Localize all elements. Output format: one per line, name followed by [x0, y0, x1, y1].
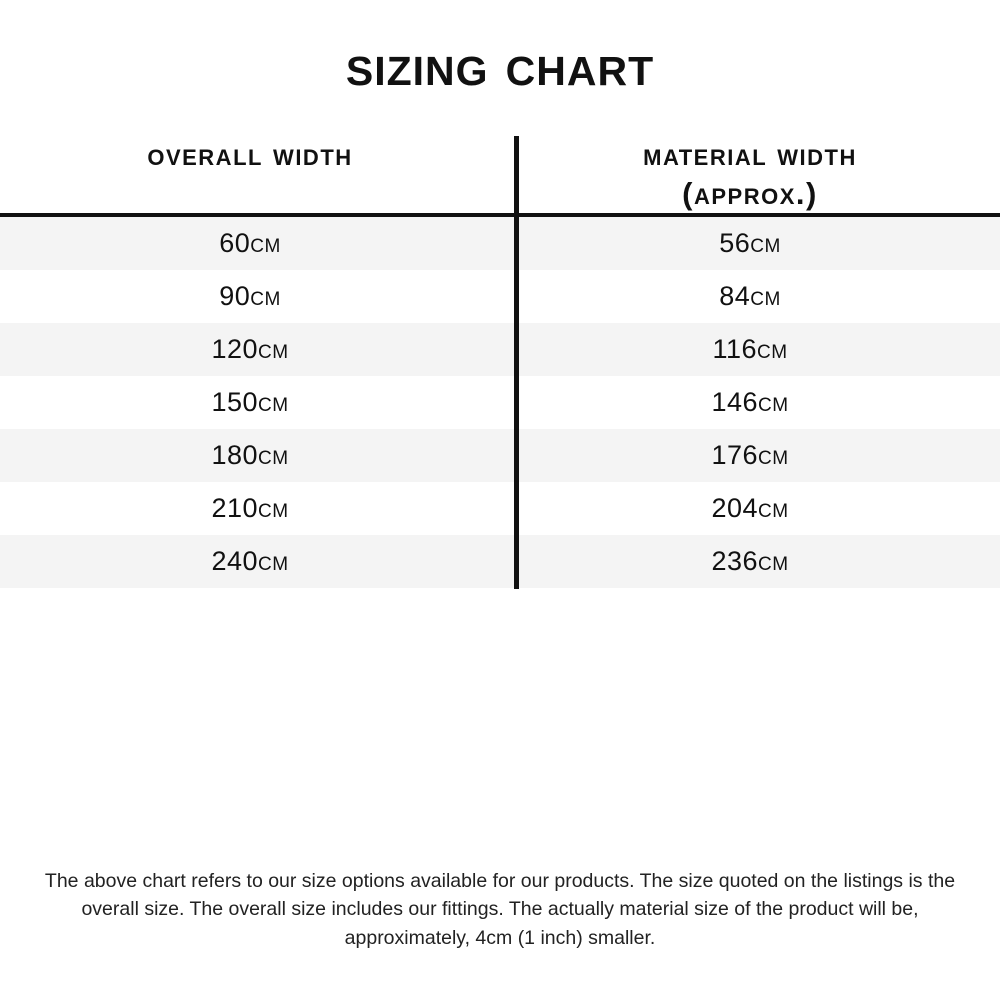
- table-header: [0, 136, 1000, 216]
- column-header-overall-width-label: overall width: [147, 136, 353, 172]
- table-row: [0, 215, 1000, 270]
- column-header-material-width-sublabel: (approx.): [682, 175, 818, 211]
- cell-overall-width: 90cm: [219, 281, 281, 312]
- sizing-table: [0, 136, 1000, 589]
- table-row: [0, 429, 1000, 482]
- table-row: [0, 482, 1000, 535]
- cell-overall-width: 120cm: [0, 323, 500, 376]
- cell-material-width: 56cm: [500, 215, 1000, 270]
- table-row: [0, 323, 1000, 376]
- cell-overall-width: 150cm: [211, 387, 289, 418]
- page-title: sizing chart: [345, 33, 655, 98]
- cell-material-width: 176cm: [500, 429, 1000, 482]
- cell-overall-width: 180cm: [0, 429, 500, 482]
- cell-overall-width: 60cm: [0, 215, 500, 270]
- column-header-material-width-label: material width: [643, 136, 857, 172]
- cell-material-width: 236cm: [500, 535, 1000, 588]
- column-divider: [514, 136, 519, 589]
- table-row: [0, 270, 1000, 323]
- table-header-row: [0, 136, 1000, 216]
- column-header-material-width: [500, 136, 1000, 216]
- footnote-text: The above chart refers to our size options available for our products. The size quoted on the listings is the overall size. The overall size includes our fittings. The actually material size of the product will be, approximately, 4cm (1 inch) smaller.: [44, 870, 956, 949]
- cell-material-width: 146cm: [711, 387, 789, 418]
- column-header-overall-width: [0, 136, 500, 216]
- table-body: [0, 215, 1000, 588]
- cell-material-width: 84cm: [719, 281, 781, 312]
- cell-material-width: 204cm: [711, 493, 789, 524]
- sizing-table-wrapper: [0, 136, 1000, 589]
- cell-material-width: 116cm: [500, 323, 1000, 376]
- table-row: [0, 535, 1000, 588]
- cell-overall-width: 210cm: [211, 493, 289, 524]
- table-row: [0, 376, 1000, 429]
- cell-overall-width: 240cm: [0, 535, 500, 588]
